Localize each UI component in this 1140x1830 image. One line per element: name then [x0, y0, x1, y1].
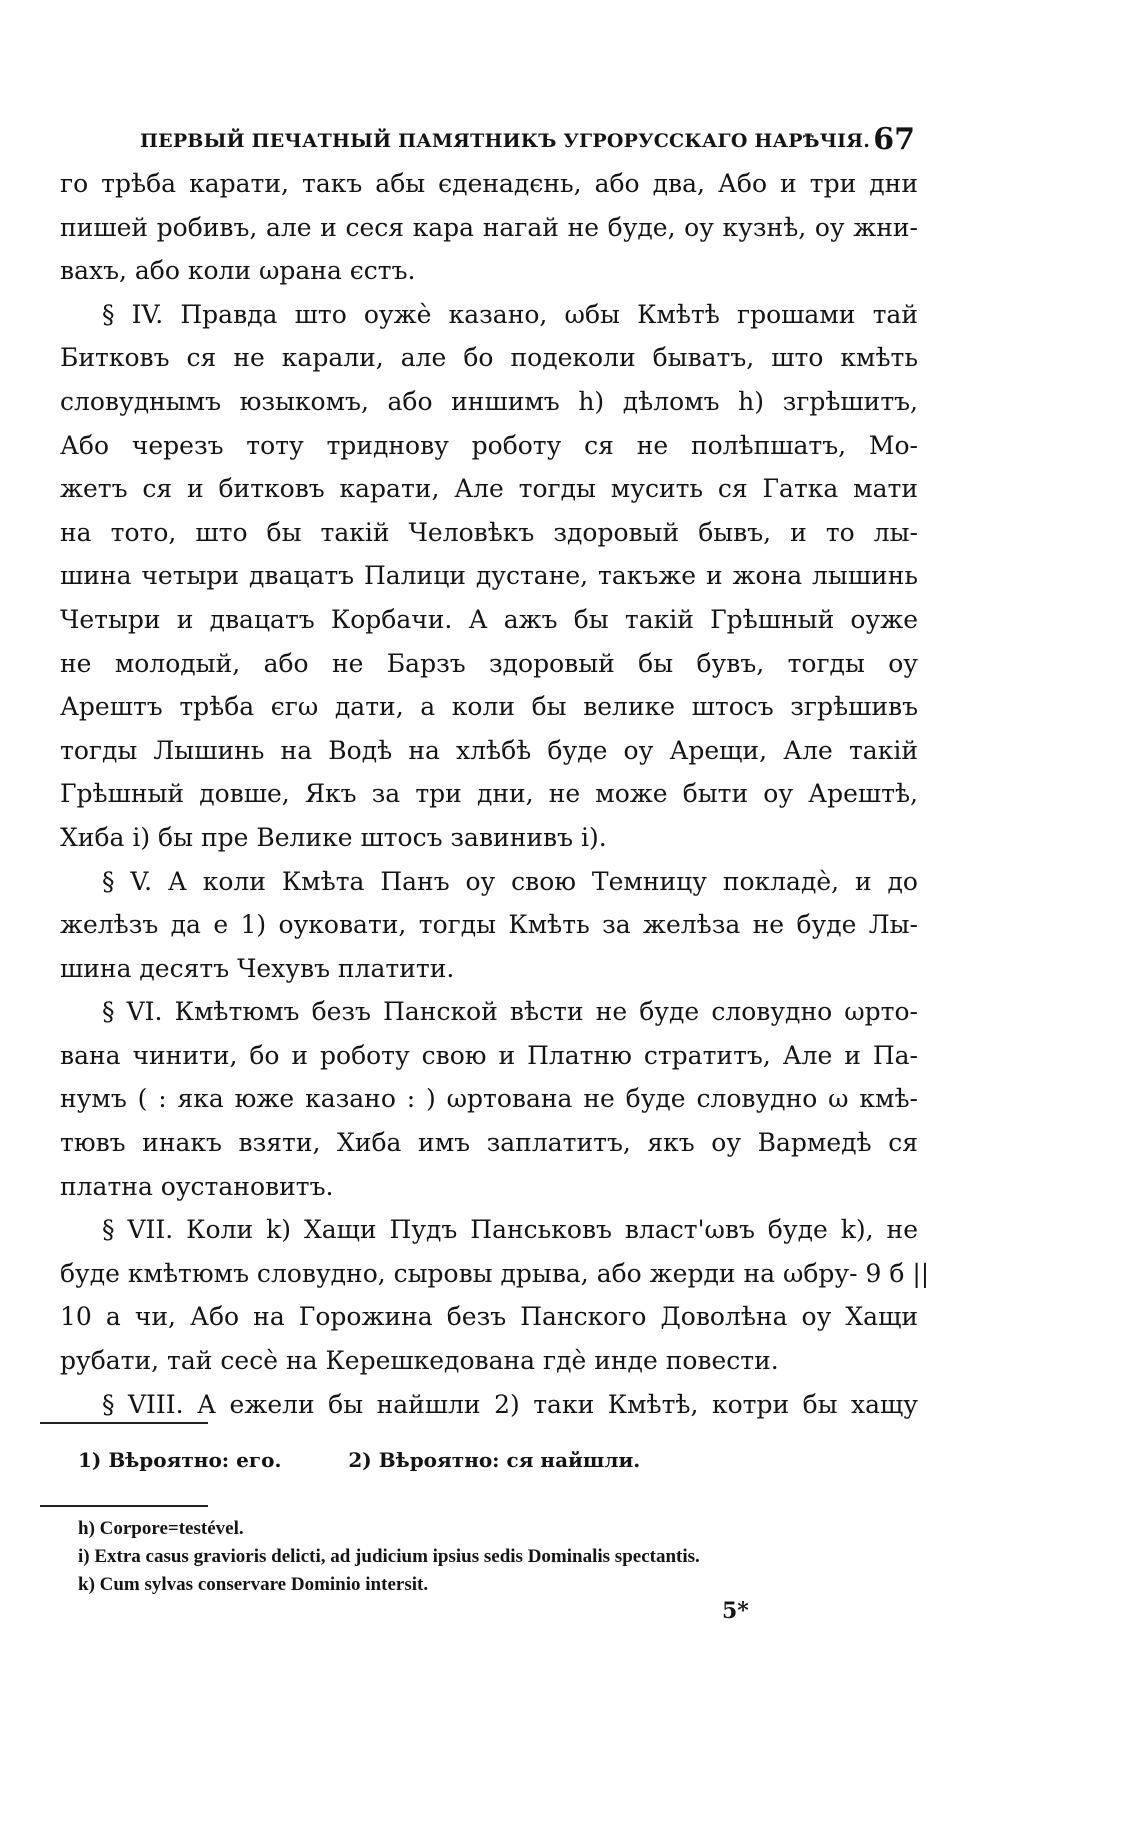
text-line: Грѣшный довше, Якъ за три дни, не може быти оу Арештѣ, — [60, 779, 918, 809]
text-line: рубати, тай сесѐ на Керешкедована гдѐ инде повести. — [60, 1346, 779, 1376]
text-line: на тото, што бы такій Человѣкъ здоровый бывъ, и то лы- — [60, 517, 918, 547]
text-line: Або черезъ тоту триднову роботу ся не полѣпшатъ, Мо- — [60, 430, 918, 460]
footnote-divider — [40, 1422, 208, 1424]
footnote-1: 1) Вѣроятно: его. — [78, 1448, 282, 1472]
text-line: жетъ ся и битковъ карати, Але тогды мусить ся Гатка мати — [60, 474, 918, 504]
text-line: тогды Лышинь на Водѣ на хлѣбѣ буде оу Арещи, Але такій — [60, 735, 918, 765]
footnote-divider-latin — [40, 1505, 208, 1507]
text-line: шина десятъ Чехувъ платити. — [60, 953, 455, 983]
text-line: Битковъ ся не карали, але бо подеколи быватъ, што кмѣть — [60, 343, 918, 373]
text-line: вахъ, або коли ωрана єстъ. — [60, 256, 416, 286]
text-line: Четыри и двацатъ Корбачи. А ажъ бы такій Грѣшный оуже — [60, 604, 918, 634]
text-line: тювъ инакъ взяти, Хиба имъ заплатитъ, якъ оу Вармедѣ ся — [60, 1128, 918, 1158]
footnotes-russian — [78, 1448, 778, 1472]
text-line: платна оуcтановитъ. — [60, 1171, 334, 1201]
text-line: буде кмѣтюмъ словудно, сыровы дрыва, або жерди на ωбру- 9 б || — [60, 1258, 930, 1288]
page-number: 67 — [873, 122, 915, 157]
body-text — [60, 162, 930, 1426]
text-line: шина четыри двацатъ Палици дустане, такъже и жона лышинь — [60, 561, 918, 591]
text-line: словуднымъ юзыкомъ, або иншимъ h) дѣломъ h) згрѣшитъ, — [60, 386, 918, 416]
text-line: Арештъ трѣба єгω дати, а коли бы велике штосъ згрѣшивъ — [60, 692, 918, 722]
footnote-k: k) Cum sylvas conservare Dominio intersit. — [78, 1574, 429, 1595]
footnote-i: i) Extra casus gravioris delicti, ad judicium ipsius sedis Dominalis spectantis. — [78, 1546, 700, 1567]
running-title: ПЕРВЫЙ ПЕЧАТНЫЙ ПАМЯТНИКЪ УГРОРУССКАГО НАРѢЧІЯ. — [140, 130, 871, 152]
text-line: вана чинити, бо и роботу свою и Платню стратитъ, Але и Па- — [60, 1040, 918, 1070]
section-heading-line: § VIII. А ежели бы найшли 2) таки Кмѣтѣ, котри бы хащу — [102, 1389, 918, 1419]
page-header — [140, 122, 915, 162]
text-line: желѣзъ да е 1) оуковати, тогды Кмѣть за желѣза не буде Лы- — [60, 910, 918, 940]
printer-signature: 5* — [722, 1598, 749, 1624]
footnotes-latin — [78, 1515, 918, 1599]
text-line: пишей робивъ, але и сеся кара нагай не буде, оу кузнѣ, оу жни- — [60, 212, 918, 242]
text-line: го трѣба карати, такъ абы єденадєнь, або два, Або и три дни — [60, 169, 918, 198]
footnote-h: h) Corpore=testével. — [78, 1518, 244, 1539]
section-heading-line: § IV. Правда што оужѐ казано, ωбы Кмѣтѣ грошами тай — [102, 299, 918, 329]
text-line: 10 а чи, Або на Горожина безъ Панского Доволѣна оу Хащи — [60, 1302, 918, 1332]
section-heading-line: § V. А коли Кмѣта Панъ оу свою Темницу покладѐ, и до — [102, 866, 918, 896]
section-heading-line: § VI. Кмѣтюмъ безъ Панской вѣсти не буде словудно ωрто- — [102, 997, 918, 1027]
text-line: нумъ ( : яка юже казано : ) ωртована не буде словудно ω кмѣ- — [60, 1084, 918, 1114]
text-line: Хиба i) бы пре Велике штосъ завинивъ i). — [60, 822, 607, 852]
section-heading-line: § VII. Коли k) Хащи Пудъ Панськовъ власт'ωвъ буде k), не — [102, 1215, 918, 1245]
text-line: не молодый, або не Барзъ здоровый бы бувъ, тогды оу — [60, 648, 918, 678]
footnote-2: 2) Вѣроятно: ся найшли. — [348, 1448, 641, 1472]
